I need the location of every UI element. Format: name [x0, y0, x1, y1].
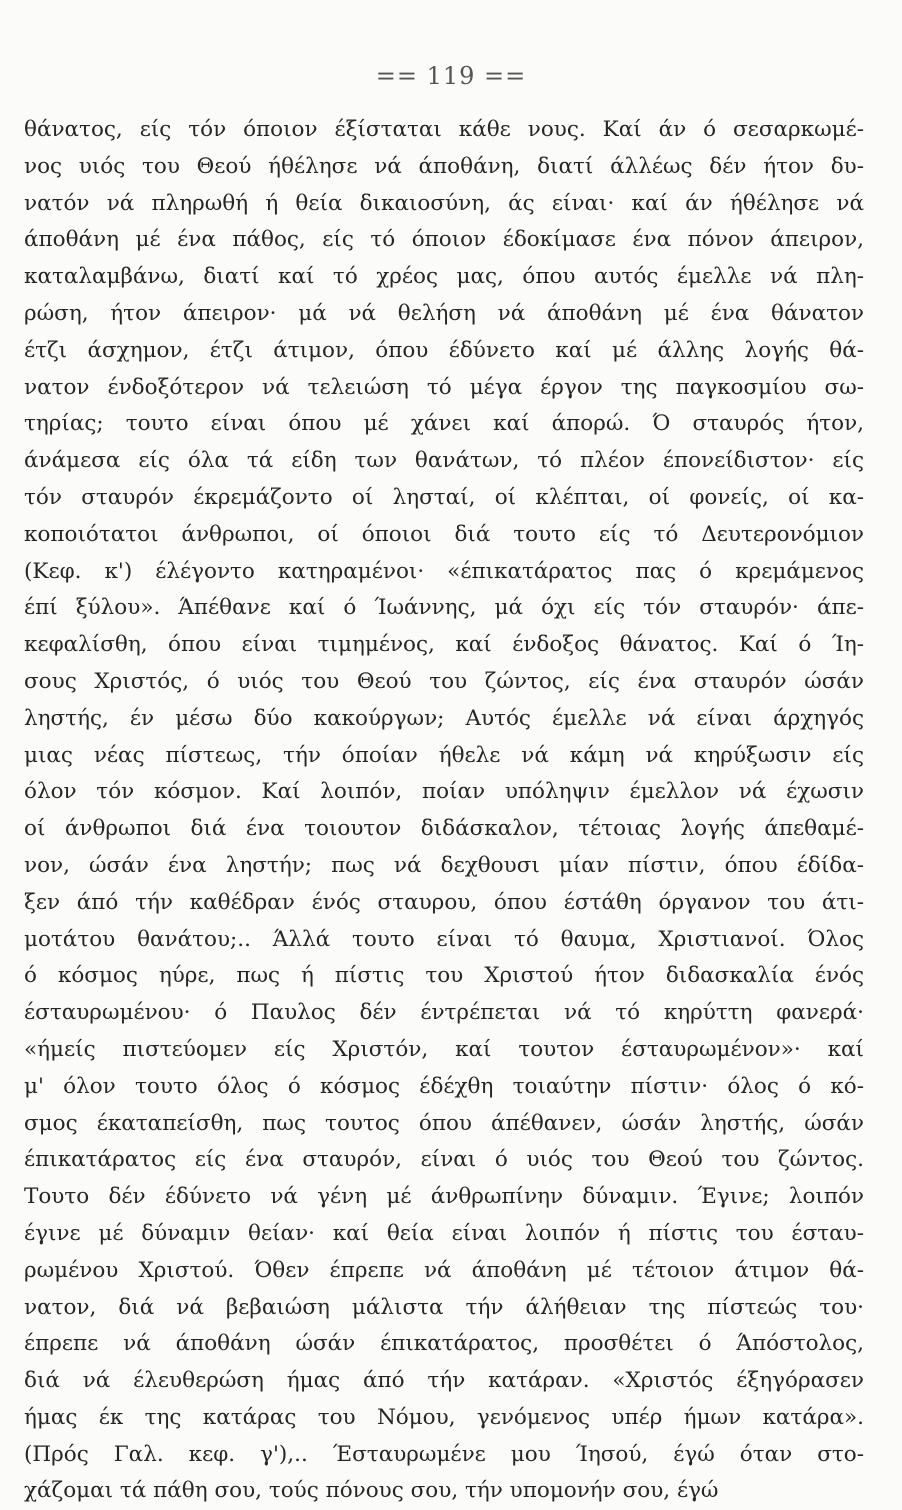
- text-line: σους Χριστός, ό υιός του Θεού του ζώντος, είς ένα σταυρόν ώσάν: [24, 668, 864, 694]
- body-text: [24, 112, 864, 1510]
- text-line: κοποιότατοι άνθρωποι, οί όποιοι διά τουτο είς τό Δευτερονόμιον: [24, 521, 864, 547]
- text-line: έπρεπε νά άποθάνη ώσάν έπικατάρατος, προσθέτει ό Άπόστολος,: [24, 1331, 864, 1357]
- text-line: μιας νέας πίστεως, τήν όποίαν ήθελε νά κάμη νά κηρύξωσιν είς: [24, 742, 864, 768]
- text-line: μοτάτου θανάτου;.. Άλλά τουτο είναι τό θαυμα, Χριστιανοί. Όλος: [24, 926, 864, 952]
- text-line: σμος έκαταπείσθη, πως τουτος όπου άπέθανεν, ώσάν ληστής, ώσάν: [24, 1110, 864, 1136]
- text-line: «ήμείς πιστεύομεν είς Χριστόν, καί τουτον έσταυρωμένον»· καί: [24, 1036, 864, 1062]
- text-line: νατον ένδοξότερον νά τελειώση τό μέγα έργον της παγκοσμίου σω-: [24, 374, 864, 400]
- text-line: (Κεφ. κ') έλέγοντο κατηραμένοι· «έπικατάρατος πας ό κρεμάμενος: [24, 558, 864, 584]
- text-line: ληστής, έν μέσω δύο κακούργων; Αυτός έμελλε νά είναι άρχηγός: [24, 705, 864, 731]
- text-line: διά νά έλευθερώση ήμας άπό τήν κατάραν. «Χριστός έξηγόρασεν: [24, 1368, 864, 1394]
- page-number-header: == 119 ==: [375, 62, 527, 90]
- text-line: όλον τόν κόσμον. Καί λοιπόν, ποίαν υπόληψιν έμελλον νά έχωσιν: [24, 779, 864, 805]
- text-line: άποθάνη μέ ένα πάθος, είς τό όποιον έδοκίμασε ένα πόνον άπειρον,: [24, 227, 864, 253]
- text-line: νος υιός του Θεού ήθέλησε νά άποθάνη, διατί άλλέως δέν ήτον δυ-: [24, 153, 864, 179]
- text-line: μ' όλον τουτο όλος ό κόσμος έδέχθη τοιαύτην πίστιν· όλος ό κό-: [24, 1073, 864, 1099]
- text-line: άνάμεσα είς όλα τά είδη των θανάτων, τό πλέον έπονείδιστον· είς: [24, 448, 864, 474]
- text-line: έγινε μέ δύναμιν θείαν· καί θεία είναι λοιπόν ή πίστις του έσταυ-: [24, 1220, 864, 1246]
- text-line: έπί ξύλου». Άπέθανε καί ό Ίωάννης, μά όχι είς τόν σταυρόν· άπε-: [24, 595, 864, 621]
- text-line: χάζομαι τά πάθη σου, τούς πόνους σου, τήν υπομονήν σου, έγώ: [24, 1478, 719, 1504]
- text-line: ό κόσμος ηύρε, πως ή πίστις του Χριστού ήτον διδασκαλία ένός: [24, 963, 864, 989]
- text-line: έπικατάρατος είς ένα σταυρόν, είναι ό υιός του Θεού του ζώντος.: [24, 1147, 864, 1173]
- text-line: κεφαλίσθη, όπου είναι τιμημένος, καί ένδοξος θάνατος. Καί ό Ίη-: [24, 632, 864, 658]
- text-line: οί άνθρωποι διά ένα τοιουτον διδάσκαλον, τέτοιας λογής άπεθαμέ-: [24, 816, 864, 842]
- text-line: νατον, διά νά βεβαιώση μάλιστα τήν άλήθειαν της πίστεώς του·: [24, 1294, 864, 1320]
- text-line: Τουτο δέν έδύνετο νά γένη μέ άνθρωπίνην δύναμιν. Έγινε; λοιπόν: [24, 1184, 864, 1210]
- text-line: θάνατος, είς τόν όποιον έξίσταται κάθε νους. Καί άν ό σεσαρκωμέ-: [24, 117, 864, 142]
- text-line: τηρίας; τουτο είναι όπου μέ χάνει καί άπορώ. Ό σταυρός ήτον,: [24, 411, 864, 437]
- text-line: ήμας έκ της κατάρας του Νόμου, γενόμενος υπέρ ήμων κατάρα».: [24, 1404, 864, 1430]
- text-line: ρωμένου Χριστού. Όθεν έπρεπε νά άποθάνη μέ τέτοιον άτιμον θά-: [24, 1257, 864, 1283]
- text-line: έτζι άσχημον, έτζι άτιμον, όπου έδύνετο καί μέ άλλης λογής θά-: [24, 337, 864, 363]
- text-line: ρώση, ήτον άπειρον· μά νά θελήση νά άποθάνη μέ ένα θάνατον: [24, 300, 864, 326]
- text-line: καταλαμβάνω, διατί καί τό χρέος μας, όπου αυτός έμελλε νά πλη-: [24, 264, 864, 290]
- text-line: τόν σταυρόν έκρεμάζοντο οί λησταί, οί κλέπται, οί φονείς, οί κα-: [24, 484, 864, 510]
- text-line: έσταυρωμένου· ό Παυλος δέν έντρέπεται νά τό κηρύττη φανερά·: [24, 1000, 864, 1026]
- text-line: νατόν νά πληρωθή ή θεία δικαιοσύνη, άς είναι· καί άν ήθέλησε νά: [24, 190, 864, 216]
- text-line: ξεν άπό τήν καθέδραν ένός σταυρου, όπου έστάθη όργανον του άτι-: [24, 889, 864, 915]
- text-line: (Πρός Γαλ. κεφ. γ'),.. Έσταυρωμένε μου Ίησού, έγώ όταν στο-: [24, 1441, 864, 1467]
- text-line: νον, ώσάν ένα ληστήν; πως νά δεχθουσι μίαν πίστιν, όπου έδίδα-: [24, 852, 864, 878]
